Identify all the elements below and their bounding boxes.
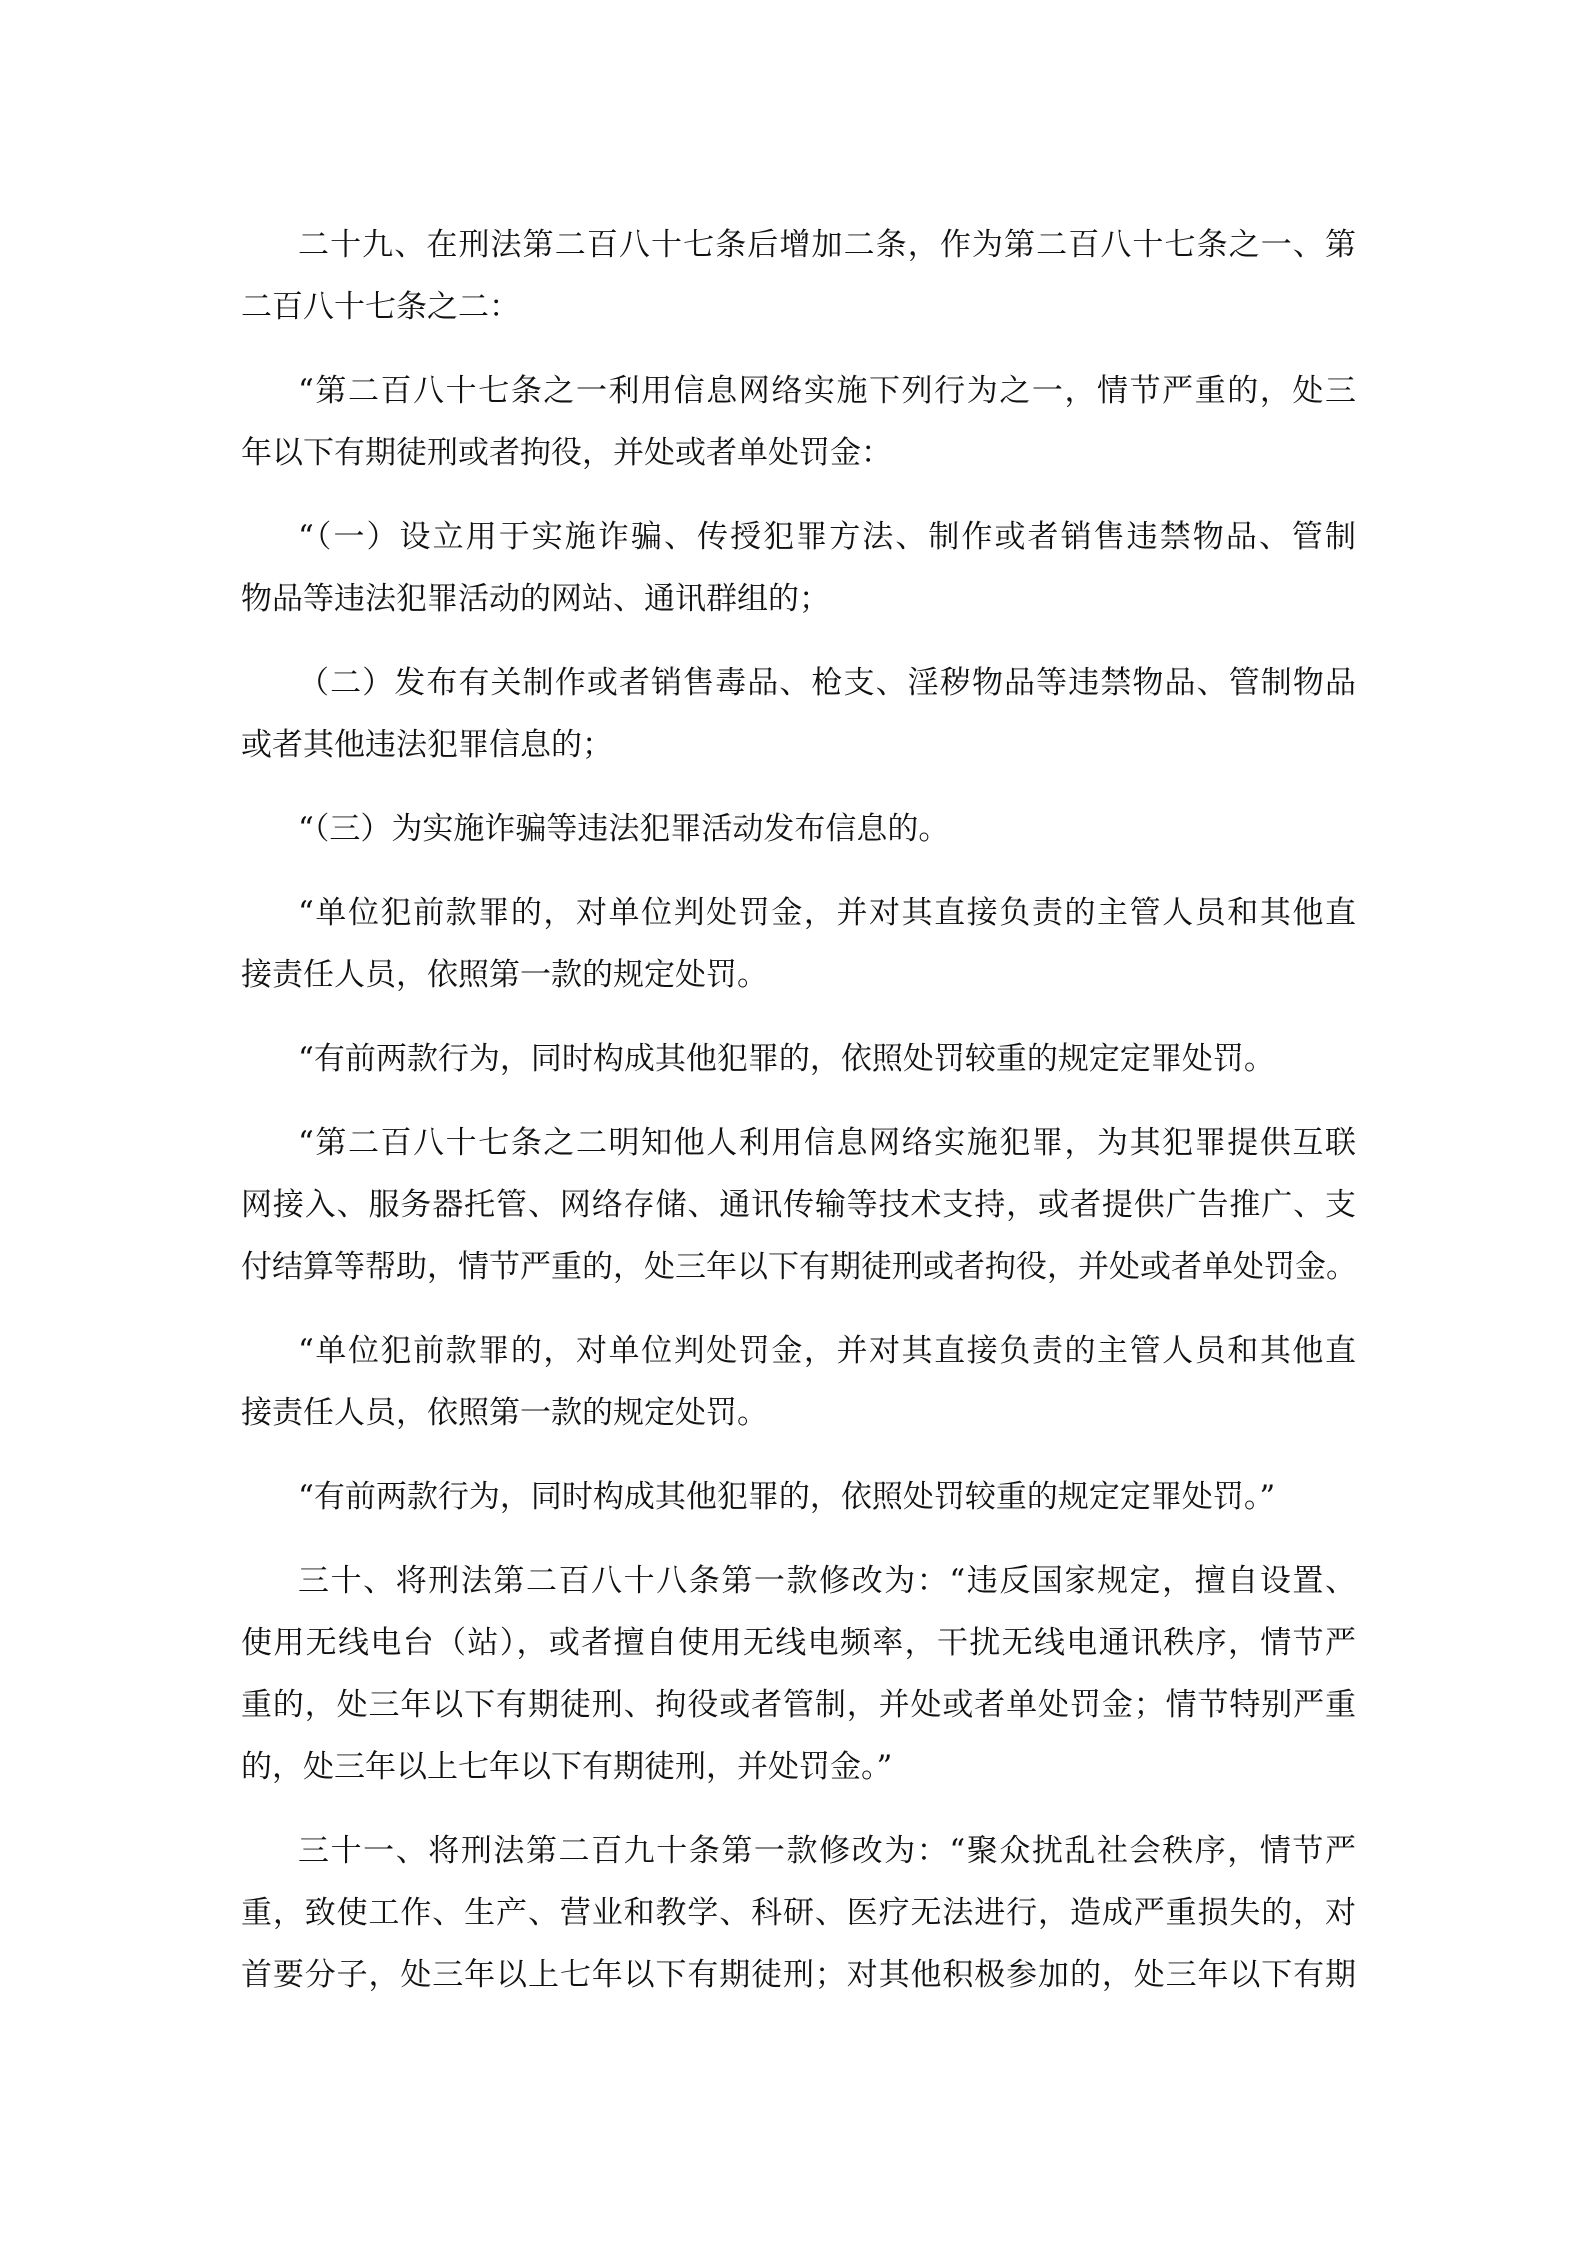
text-line: 三十、将刑法第二百八十八条第一款修改为：“违反国家规定，擅自设置、	[298, 1563, 1356, 1599]
document-body	[241, 214, 1356, 2028]
paragraph	[241, 798, 1356, 860]
text-line: 接责任人员，依照第一款的规定处罚。	[241, 957, 768, 993]
text-line: 物品等违法犯罪活动的网站、通讯群组的；	[241, 581, 830, 617]
paragraph	[241, 1028, 1356, 1090]
text-line: “单位犯前款罪的，对单位判处罚金，并对其直接负责的主管人员和其他直	[298, 895, 1356, 931]
paragraph	[241, 1466, 1356, 1528]
text-line: “（一）设立用于实施诈骗、传授犯罪方法、制作或者销售违禁物品、管制	[298, 519, 1356, 555]
text-line: 二十九、在刑法第二百八十七条后增加二条，作为第二百八十七条之一、第	[298, 227, 1356, 263]
paragraph	[241, 1550, 1356, 1798]
text-line: 三十一、将刑法第二百九十条第一款修改为：“聚众扰乱社会秩序，情节严	[298, 1833, 1356, 1869]
paragraph	[241, 1112, 1356, 1298]
paragraph	[241, 506, 1356, 630]
text-line: “第二百八十七条之一利用信息网络实施下列行为之一，情节严重的，处三	[298, 373, 1356, 409]
text-line: “有前两款行为，同时构成其他犯罪的，依照处罚较重的规定定罪处罚。	[298, 1041, 1275, 1077]
text-line: 使用无线电台（站），或者擅自使用无线电频率，干扰无线电通讯秩序，情节严	[241, 1625, 1356, 1661]
text-line: 二百八十七条之二：	[241, 289, 520, 325]
text-line: 重的，处三年以下有期徒刑、拘役或者管制，并处或者单处罚金；情节特别严重	[241, 1687, 1356, 1723]
text-line: “第二百八十七条之二明知他人利用信息网络实施犯罪，为其犯罪提供互联	[298, 1125, 1356, 1161]
text-line: 或者其他违法犯罪信息的；	[241, 727, 613, 763]
text-line: 重，致使工作、生产、营业和教学、科研、医疗无法进行，造成严重损失的，对	[241, 1895, 1356, 1931]
paragraph	[241, 1820, 1356, 2006]
text-line: 网接入、服务器托管、网络存储、通讯传输等技术支持，或者提供广告推广、支	[241, 1187, 1356, 1223]
text-line: 的，处三年以上七年以下有期徒刑，并处罚金。”	[241, 1749, 893, 1785]
text-line: “有前两款行为，同时构成其他犯罪的，依照处罚较重的规定定罪处罚。”	[298, 1479, 1276, 1515]
text-line: 首要分子，处三年以上七年以下有期徒刑；对其他积极参加的，处三年以下有期	[241, 1957, 1356, 1993]
text-line: （二）发布有关制作或者销售毒品、枪支、淫秽物品等违禁物品、管制物品	[298, 665, 1356, 701]
paragraph	[241, 882, 1356, 1006]
paragraph	[241, 214, 1356, 338]
paragraph	[241, 652, 1356, 776]
text-line: 接责任人员，依照第一款的规定处罚。	[241, 1395, 768, 1431]
paragraph	[241, 360, 1356, 484]
text-line: 年以下有期徒刑或者拘役，并处或者单处罚金：	[241, 435, 892, 471]
paragraph	[241, 1320, 1356, 1444]
text-line: 付结算等帮助，情节严重的，处三年以下有期徒刑或者拘役，并处或者单处罚金。	[241, 1249, 1357, 1285]
text-line: “（三）为实施诈骗等违法犯罪活动发布信息的。	[298, 811, 950, 847]
text-line: “单位犯前款罪的，对单位判处罚金，并对其直接负责的主管人员和其他直	[298, 1333, 1356, 1369]
